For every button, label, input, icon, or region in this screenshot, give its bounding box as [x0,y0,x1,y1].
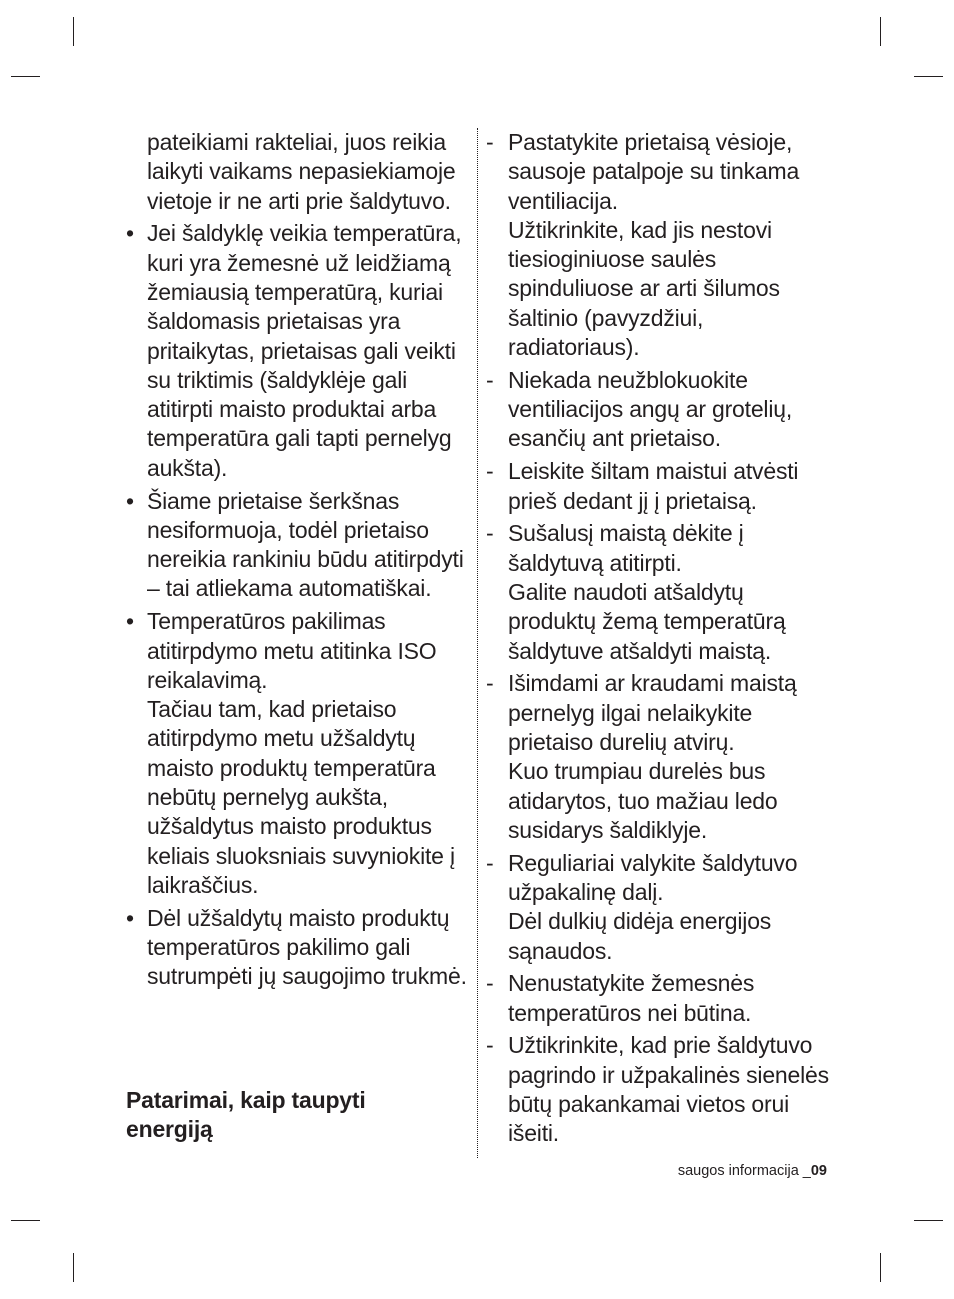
dash-text: Niekada neužblokuokite ventiliacijos angų ar grotelių, esančių ant prietaiso. [508,366,793,452]
dash-text: Dėl dulkių didėja energijos sąnaudos. [508,908,772,964]
dash-item [486,669,836,845]
dash-marker: - [486,129,494,155]
crop-mark [73,17,74,46]
dash-marker: - [486,1032,494,1059]
dash-text: Užtikrinkite, kad jis nestovi tiesioginiuose saulės spinduliuose ar arti šilumos šaltinio (pavyzdžiui, radiatoriaus). [508,216,780,361]
dash-item [486,128,836,362]
footer-section-label: saugos informacija _ [677,1163,811,1179]
crop-mark [914,1220,943,1221]
dash-text: Leiskite šiltam maistui atvėsti prieš dedant jį į prietaisą. [508,458,799,514]
bullet-item [126,487,476,604]
bullet-marker: • [126,487,134,514]
crop-mark [880,1253,881,1282]
bullet-text: Tačiau tam, kad prietaiso atitirpdymo metu užšaldytų maisto produktų temperatūra nebūtų pernelyg aukšta, užšaldytus maisto produktus keliais sluoksniais suvyniokite į laikraščius. [147,696,455,898]
dash-item [486,849,836,966]
dash-marker: - [486,458,494,485]
dash-item [486,366,836,454]
dash-item [486,969,836,1028]
dash-text: Užtikrinkite, kad prie šaldytuvo pagrindo ir užpakalinės sienelės būtų pakankamai vietos orui išeiti. [508,1032,829,1147]
dash-text: Kuo trumpiau durelės bus atidarytos, tuo mažiau ledo susidarys šaldiklyje. [508,758,778,843]
bullet-text: Dėl užšaldytų maisto produktų temperatūros pakilimo gali sutrumpėti jų saugojimo trukmė. [147,904,467,990]
bullet-marker: • [126,608,134,635]
page-number: 09 [810,1163,827,1179]
crop-mark [914,76,943,77]
dash-marker: - [486,970,494,997]
bullet-item [126,219,476,483]
dash-text: Nenustatykite žemesnės temperatūros nei būtina. [508,970,755,1026]
dash-text: Galite naudoti atšaldytų produktų žemą temperatūrą šaldytuve atšaldyti maistą. [508,578,786,664]
bullet-text: Temperatūros pakilimas atitirpdymo metu atitinka ISO reikalavimą. [147,608,437,693]
crop-mark [73,1253,74,1282]
bullet-item [126,607,476,900]
dash-item [486,519,836,665]
dash-marker: - [486,670,494,697]
column-divider [477,128,478,1158]
dash-marker: - [486,849,494,876]
crop-mark [11,76,40,77]
bullet-marker: • [126,220,134,247]
page-footer [560,1163,827,1179]
dash-text: Išimdami ar kraudami maistą pernelyg ilgai nelaikykite prietaiso durelių atvirų. [508,670,797,755]
intro-paragraph: pateikiami rakteliai, juos reikia laikyti vaikams nepasiekiamoje vietoje ir ne arti prie šaldytuvo. [147,129,456,214]
crop-mark [11,1220,40,1221]
right-column [486,128,836,1149]
dash-marker: - [486,366,494,393]
left-column [126,128,476,992]
section-heading: Patarimai, kaip taupyti energiją [126,1087,366,1142]
dash-item [486,1031,836,1148]
bullet-text: Jei šaldyklę veikia temperatūra, kuri yra žemesnė už leidžiamą žemiausią temperatūrą, kuriai šaldomasis prietaisas yra pritaikytas, prietaisas gali veikti su triktimis (šaldyklėje gali atitirpti maisto produktai arba temperatūra gali tapti pernelyg aukšta). [147,220,462,481]
dash-text: Sušalusį maistą dėkite į šaldytuvą atitirpti. [508,520,744,576]
dash-item [486,457,836,516]
bullet-marker: • [126,904,134,931]
crop-mark [880,17,881,46]
bullet-list [126,219,476,991]
dash-marker: - [486,520,494,547]
dash-text: Pastatykite prietaisą vėsioje, sausoje patalpoje su tinkama ventiliacija. [508,129,800,214]
bullet-item [126,904,476,992]
bullet-text: Šiame prietaise šerkšnas nesiformuoja, todėl prietaiso nereikia rankiniu būdu atitirpdyti – tai atliekama automatiškai. [147,487,464,602]
dash-text: Reguliariai valykite šaldytuvo užpakalinę dalį. [508,849,798,905]
